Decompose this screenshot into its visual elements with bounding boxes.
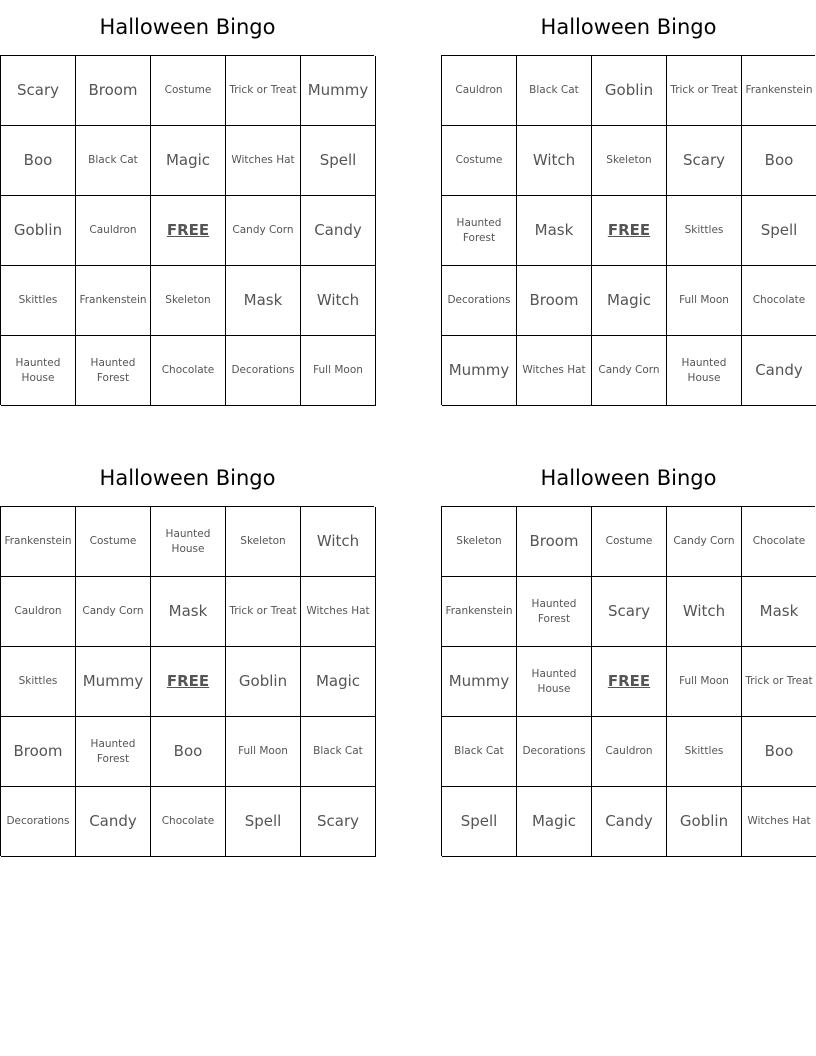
bingo-cell: Mask	[226, 266, 301, 336]
bingo-cell: Magic	[151, 126, 226, 196]
bingo-cell: Spell	[442, 787, 517, 857]
bingo-cell: Boo	[1, 126, 76, 196]
bingo-cell: Witches Hat	[226, 126, 301, 196]
bingo-cell: Trick or Treat	[226, 56, 301, 126]
bingo-cell: Full Moon	[667, 647, 742, 717]
bingo-cell: Skittles	[1, 647, 76, 717]
bingo-cell: Magic	[517, 787, 592, 857]
bingo-cell: Trick or Treat	[226, 577, 301, 647]
bingo-cell: Trick or Treat	[667, 56, 742, 126]
bingo-cell: Witch	[301, 507, 376, 577]
bingo-cell: Candy	[76, 787, 151, 857]
bingo-cell: Black Cat	[442, 717, 517, 787]
bingo-card-3	[0, 451, 375, 856]
bingo-cell: Decorations	[442, 266, 517, 336]
bingo-cell: Scary	[1, 56, 76, 126]
bingo-cell: Goblin	[226, 647, 301, 717]
bingo-card-1	[0, 0, 375, 405]
bingo-cell: Frankenstein	[76, 266, 151, 336]
bingo-cell: Cauldron	[1, 577, 76, 647]
bingo-cell: Witch	[667, 577, 742, 647]
bingo-cell: Costume	[592, 507, 667, 577]
bingo-cell: Candy Corn	[76, 577, 151, 647]
bingo-cell: Trick or Treat	[742, 647, 816, 717]
bingo-cell: Witch	[517, 126, 592, 196]
bingo-cell: Candy Corn	[667, 507, 742, 577]
free-space: FREE	[151, 647, 226, 717]
bingo-cell: Haunted House	[1, 336, 76, 406]
bingo-cell: Skeleton	[442, 507, 517, 577]
bingo-cell: Boo	[742, 126, 816, 196]
bingo-cell: Haunted House	[151, 507, 226, 577]
bingo-cell: Skeleton	[151, 266, 226, 336]
bingo-cell: Haunted House	[667, 336, 742, 406]
bingo-grid	[0, 506, 374, 856]
bingo-cell: Skittles	[1, 266, 76, 336]
bingo-grid	[0, 55, 374, 405]
bingo-cell: Mummy	[442, 336, 517, 406]
bingo-cell: Black Cat	[76, 126, 151, 196]
bingo-cell: Skittles	[667, 196, 742, 266]
bingo-cell: Frankenstein	[442, 577, 517, 647]
bingo-cell: Full Moon	[226, 717, 301, 787]
bingo-cell: Spell	[226, 787, 301, 857]
bingo-cell: Scary	[667, 126, 742, 196]
bingo-cell: Spell	[742, 196, 816, 266]
bingo-cell: Costume	[442, 126, 517, 196]
bingo-cell: Broom	[1, 717, 76, 787]
bingo-cell: Witches Hat	[301, 577, 376, 647]
bingo-cell: Full Moon	[667, 266, 742, 336]
bingo-cell: Mummy	[76, 647, 151, 717]
bingo-cell: Costume	[151, 56, 226, 126]
bingo-cell: Witches Hat	[742, 787, 816, 857]
bingo-cell: Candy	[592, 787, 667, 857]
bingo-cell: Cauldron	[442, 56, 517, 126]
bingo-cell: Haunted Forest	[76, 717, 151, 787]
bingo-cell: Mummy	[442, 647, 517, 717]
card-title: Halloween Bingo	[540, 15, 717, 39]
bingo-cell: Goblin	[667, 787, 742, 857]
bingo-cell: Mask	[742, 577, 816, 647]
bingo-cell: Candy Corn	[592, 336, 667, 406]
bingo-cell: Magic	[301, 647, 376, 717]
bingo-cell: Candy	[301, 196, 376, 266]
bingo-cell: Mask	[151, 577, 226, 647]
bingo-cell: Frankenstein	[1, 507, 76, 577]
card-title: Halloween Bingo	[540, 466, 717, 490]
bingo-card-4	[441, 451, 816, 856]
bingo-cell: Decorations	[1, 787, 76, 857]
bingo-cell: Decorations	[517, 717, 592, 787]
bingo-cell: Skeleton	[226, 507, 301, 577]
bingo-cell: Magic	[592, 266, 667, 336]
bingo-cell: Witch	[301, 266, 376, 336]
bingo-cell: Boo	[151, 717, 226, 787]
bingo-cell: Spell	[301, 126, 376, 196]
free-space: FREE	[151, 196, 226, 266]
bingo-cell: Decorations	[226, 336, 301, 406]
bingo-cell: Full Moon	[301, 336, 376, 406]
bingo-cell: Goblin	[592, 56, 667, 126]
bingo-cell: Mummy	[301, 56, 376, 126]
bingo-grid	[441, 55, 815, 405]
bingo-cell: Cauldron	[76, 196, 151, 266]
bingo-cell: Witches Hat	[517, 336, 592, 406]
bingo-cell: Skeleton	[592, 126, 667, 196]
free-space: FREE	[592, 647, 667, 717]
bingo-cell: Goblin	[1, 196, 76, 266]
free-space: FREE	[592, 196, 667, 266]
bingo-cell: Candy Corn	[226, 196, 301, 266]
card-title: Halloween Bingo	[99, 15, 276, 39]
bingo-cell: Broom	[517, 507, 592, 577]
bingo-cell: Haunted Forest	[517, 577, 592, 647]
bingo-cell: Broom	[517, 266, 592, 336]
bingo-cell: Black Cat	[301, 717, 376, 787]
bingo-cell: Chocolate	[151, 336, 226, 406]
bingo-cell: Skittles	[667, 717, 742, 787]
bingo-cell: Chocolate	[151, 787, 226, 857]
bingo-grid	[441, 506, 815, 856]
bingo-cell: Scary	[592, 577, 667, 647]
card-title: Halloween Bingo	[99, 466, 276, 490]
bingo-cell: Black Cat	[517, 56, 592, 126]
bingo-cell: Cauldron	[592, 717, 667, 787]
bingo-cell: Boo	[742, 717, 816, 787]
bingo-cell: Frankenstein	[742, 56, 816, 126]
bingo-cell: Haunted Forest	[76, 336, 151, 406]
bingo-cell: Broom	[76, 56, 151, 126]
bingo-card-2	[441, 0, 816, 405]
bingo-cell: Haunted Forest	[442, 196, 517, 266]
bingo-cell: Haunted House	[517, 647, 592, 717]
bingo-cell: Chocolate	[742, 266, 816, 336]
bingo-cell: Mask	[517, 196, 592, 266]
bingo-cell: Candy	[742, 336, 816, 406]
bingo-cell: Costume	[76, 507, 151, 577]
bingo-cell: Scary	[301, 787, 376, 857]
bingo-cell: Chocolate	[742, 507, 816, 577]
